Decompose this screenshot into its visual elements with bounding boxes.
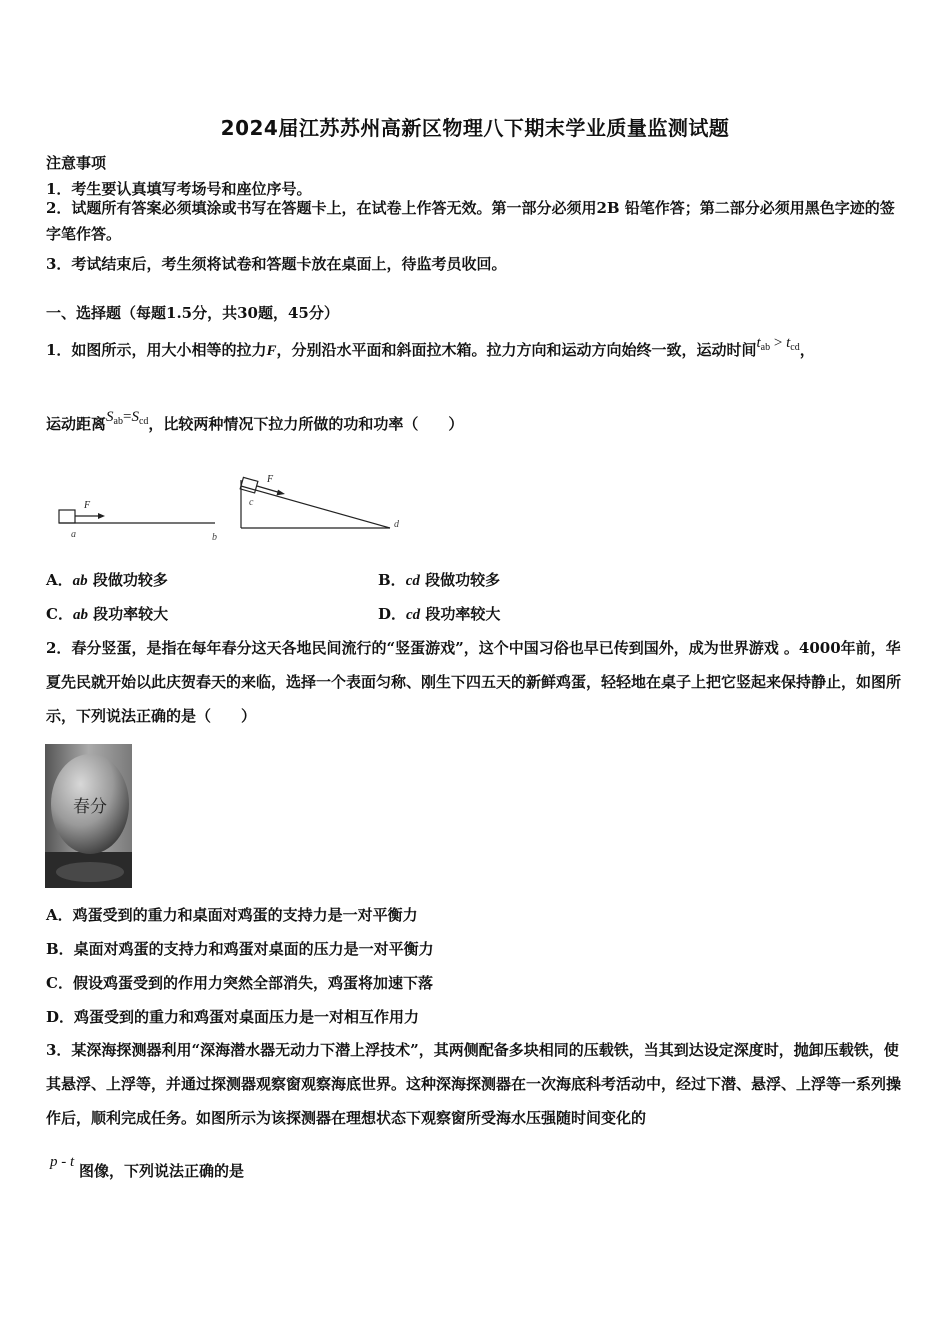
q1-comma: ，: [799, 341, 815, 359]
section-heading: 一、选择题（每题1.5分，共30题，45分）: [46, 304, 339, 322]
q1-option-a[interactable]: A．ab 段做功较多: [46, 571, 168, 589]
q1-figure: [45, 470, 425, 550]
q2-option-a[interactable]: A．鸡蛋受到的重力和桌面对鸡蛋的支持力是一对平衡力: [46, 906, 418, 924]
page-title: 2024届江苏苏州高新区物理八下期末学业质量监测试题: [220, 116, 730, 140]
notice-heading: 注意事项: [46, 154, 107, 172]
force-arrowhead-incline: [277, 490, 286, 496]
incline-setup: [240, 474, 400, 530]
egg-text: 春分: [73, 797, 107, 817]
q3-pt-expression: p - t: [50, 1154, 75, 1170]
q3-tail: 图像，下列说法正确的是: [78, 1162, 244, 1180]
q1-option-d[interactable]: D．cd 段功率较大: [378, 605, 501, 623]
q1-line-1: [46, 335, 815, 361]
label-b: b: [212, 532, 217, 543]
q1-text-c: 运动距离: [46, 415, 107, 433]
q1-time-expression: $t_{ab} > t_{cd}$: [756, 335, 800, 353]
q3-text: 3．某深海探测器利用“深海潜水器无动力下潜上浮技术”，其两侧配备多块相同的压载铁，当其到达设定深度时，抛卸压载铁，使其悬浮、上浮等，并通过探测器观察窗观察海底世界。这种深海探测器在一次海底科考活动中，经过下潜、悬浮、上浮等一系列操作后，顺利完成任务。如图所示为该探测器在理想状态下观察窗所受海水压强随时间变化的: [46, 1041, 902, 1127]
force-arrowhead-horizontal: [98, 513, 105, 519]
q1-line-2: [46, 409, 464, 435]
horizontal-setup: [59, 500, 217, 543]
q2-text: 2．春分竖蛋，是指在每年春分这天各地民间流行的“竖蛋游戏”，这个中国习俗也早已传到国外，成为世界游戏 。4000年前，华夏先民就开始以此庆贺春天的来临，选择一个表面匀称、刚生下四五天的新鲜鸡蛋，轻轻地在桌子上把它竖起来保持静止，如图所示，下列说法正确的是（ ）: [46, 639, 902, 725]
label-d: d: [394, 519, 399, 530]
incline-surface: [241, 486, 390, 528]
q2-option-b[interactable]: B．桌面对鸡蛋的支持力和鸡蛋对桌面的压力是一对平衡力: [46, 940, 434, 958]
q3-tail-line: [46, 1154, 244, 1181]
label-a: a: [71, 529, 76, 540]
q2-option-c[interactable]: C．假设鸡蛋受到的作用力突然全部消失，鸡蛋将加速下落: [46, 974, 433, 992]
q1-force-symbol: F: [266, 343, 277, 359]
q1-text-a: 1．如图所示，用大小相等的拉力: [46, 341, 267, 359]
q1-option-c[interactable]: C．ab 段功率较大: [46, 605, 169, 623]
label-F2: F: [267, 474, 274, 485]
q1-text-d: ，比较两种情况下拉力所做的功和功率（ ）: [148, 415, 464, 433]
notice-item-3: 3．考试结束后，考生须将试卷和答题卡放在桌面上，待监考员收回。: [46, 255, 507, 273]
q2-option-d[interactable]: D．鸡蛋受到的重力和鸡蛋对桌面压力是一对相互作用力: [46, 1008, 420, 1026]
box-horizontal: [59, 510, 75, 523]
box-incline: [240, 477, 258, 493]
notice-item-2: 2．试题所有答案必须填涂或书写在答题卡上，在试卷上作答无效。第一部分必须用2B 铅笔作答；第二部分必须用黑色字迹的签字笔作答。: [46, 199, 895, 243]
egg-photo: [45, 744, 132, 888]
label-c: c: [249, 497, 254, 508]
label-F1: F: [84, 500, 91, 511]
q1-distance-expression: $S_{ab}=S_{cd}$: [106, 409, 149, 427]
q1-option-b[interactable]: B．cd 段做功较多: [378, 571, 501, 589]
q1-text-b: ，分别沿水平面和斜面拉木箱。拉力方向和运动方向始终一致，运动时间: [276, 341, 757, 359]
notice-item-1: 1．考生要认真填写考场号和座位序号。: [46, 180, 312, 198]
